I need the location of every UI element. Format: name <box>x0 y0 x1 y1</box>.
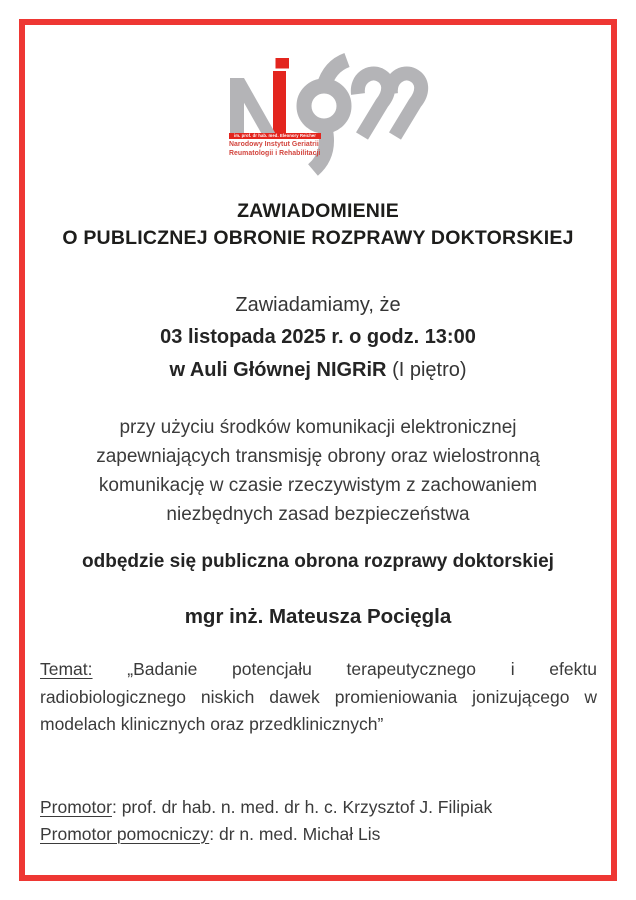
page-content <box>25 25 611 875</box>
logo-letter-i <box>273 58 289 138</box>
institute-name-line2: Reumatologii i Rehabilitacji <box>229 149 321 157</box>
logo-institute-name <box>229 133 321 157</box>
assistant-supervisor-value: : dr n. med. Michał Lis <box>209 823 381 844</box>
candidate-name: mgr inż. Mateusza Pocięgla <box>184 605 452 628</box>
venue-name: w Auli Głównej NIGRiR <box>169 359 387 381</box>
venue-floor: (I piętro) <box>392 359 467 381</box>
supervisor-row <box>40 821 597 848</box>
logo-patron-ribbon: im. prof. dr hab. med. Eleonory Reicher <box>229 133 321 139</box>
notice-title-line1: ZAWIADOMIENIE <box>237 200 399 222</box>
intro-line: Zawiadamiamy, że <box>235 294 401 316</box>
notice-title <box>25 198 611 252</box>
topic-label: Temat: <box>40 659 93 679</box>
venue-line <box>25 358 611 382</box>
supervisor-value: : prof. dr hab. n. med. dr h. c. Krzysztof J. Filipiak <box>111 796 493 817</box>
supervisor-label: Promotor <box>40 796 112 817</box>
date-time-line: 03 listopada 2025 r. o godz. 13:00 <box>160 326 476 348</box>
topic-text: „Badanie potencjału terapeutycznego i efektu radiobiologicznego niskich dawek promieniowania jonizującego w modelach klinicznych oraz przedklinicznych” <box>40 659 597 734</box>
notice-title-line2: O PUBLICZNEJ OBRONIE ROZPRAWY DOKTORSKIEJ <box>62 227 574 249</box>
supervisor-row <box>40 794 597 821</box>
logo-letter-r2 <box>391 74 421 136</box>
logo-letter-n <box>230 78 278 138</box>
nigrir-logo <box>228 58 420 172</box>
institute-name-line1: Narodowy Instytut Geriatrii <box>229 140 319 148</box>
remote-mode-paragraph: przy użyciu środków komunikacji elektronicznej zapewniających transmisję obrony oraz wielostronną komunikację w czasie rzeczywistym z zachowaniem niezbędnych zasad bezpieczeństwa <box>96 417 540 525</box>
supervisors-block <box>40 794 597 848</box>
logo-letter-r1 <box>358 74 388 136</box>
assistant-supervisor-label: Promotor pomocniczy <box>40 823 210 844</box>
topic-block <box>40 656 597 739</box>
event-line: odbędzie się publiczna obrona rozprawy doktorskiej <box>82 551 554 572</box>
